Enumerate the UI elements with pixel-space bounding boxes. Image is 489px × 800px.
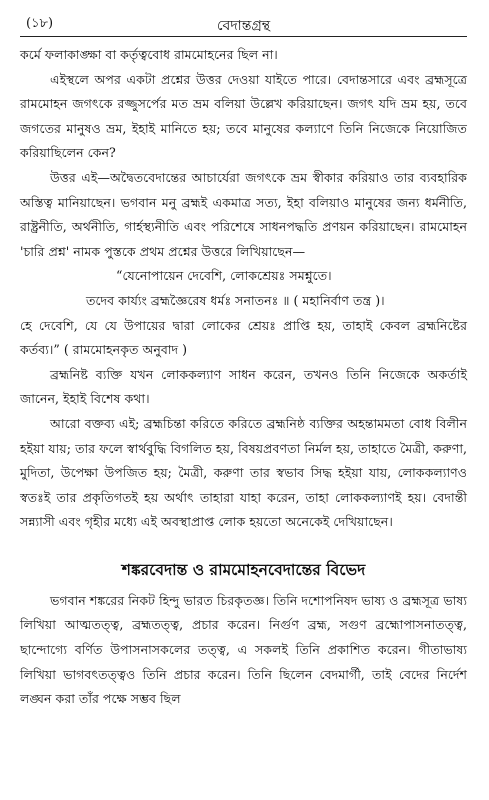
paragraph-answer: উত্তর এই—অদ্বৈতবেদান্তের আচার্যেরা জগৎকে ভ্রম স্বীকার করিয়াও তার ব্যবহারিক অস্তিত্ব মানিয়াছেন। ভগবান মনু ব্রহ্মই একমাত্র সত্য, ইহা বলিয়াও মানুষের জন্য ধর্মনীতি, রাষ্ট্রনীতি, অর্থনীতি, গার্হস্থ্যনীতি এবং পরিশেষে সাধনপদ্ধতি প্রণয়ন করিয়াছেন। রামমোহন 'চারি প্রশ্ন' নামক পুস্তকে প্রথম প্রশ্নের উত্তরে লিখিয়াছেন—: [20, 169, 467, 259]
verse-line-2: তদেব কার্য্যং ব্রহ্মজ্ঞৈরেষ ধর্মঃ সনাতনঃ ॥ ( মহানির্বাণ তন্ত্র )।: [86, 292, 385, 308]
page-header: [20, 12, 467, 37]
verse-line-1: “যেনোপায়েন দেবেশি, লোকশ্রেয়ঃ সমশ্নুতে।: [116, 268, 332, 284]
section-heading: শঙ্করবেদান্ত ও রামমোহনবেদান্তের বিভেদ: [121, 559, 366, 579]
paragraph-further: আরো বক্তব্য এই; ব্রহ্মচিন্তা করিতে করিতে ব্রহ্মনিষ্ঠ ব্যক্তির অহন্তামমতা বোধ বিলীন হইয়া যায়; তার ফলে স্বার্থবুদ্ধি বিগলিত হয়, বিষয়প্রবণতা নির্মল হয়, তাহাতে মৈত্রী, করুণা, মুদিতা, উপেক্ষা উপজিত হয়; মৈত্রী, করুণা তার স্বভাব সিদ্ধ হইয়া যায়, লোককল্যাণও স্বতঃই তার প্রকৃতিগতই হয় অর্থাৎ তাহারা যাহা করেন, তাহা লোককল্যাণই হয়। বেদান্তী সন্ন্যাসী এবং গৃহীর মধ্যে এই অবস্থাপ্রাপ্ত লোক হয়তো অনেকেই দেখিয়াছেন।: [20, 415, 467, 530]
paragraph-question: এইস্থলে অপর একটা প্রশ্নের উত্তর দেওয়া যাইতে পারে। বেদান্তসারে এবং ব্রহ্মসূত্রে রামমোহন জগৎকে রজ্জুসর্পের মত ভ্রম বলিয়া উল্লেখ করিয়াছেন। জগৎ যদি ভ্রম হয়, তবে জগতের মানুষও ভ্রম, ইহাই মানিতে হয়; তবে মানুষের কল্যাণে তিনি নিজেকে নিয়োজিত করিয়াছিলেন কেন?: [20, 71, 467, 161]
running-title: বেদান্তগ্রন্থ: [216, 18, 271, 34]
paragraph-shankara: ভগবান শঙ্করের নিকট হিন্দু ভারত চিরকৃতজ্ঞ। তিনি দশোপনিষদ ভাষ্য ও ব্রহ্মসূত্র ভাষ্য লিখিয়া আত্মতত্ত্ব, ব্রহ্মতত্ত্ব, প্রচার করেন। নির্গুণ ব্রহ্ম, সগুণ ব্রহ্মোপাসনাতত্ত্ব, ছান্দোগ্যে বর্ণিত উপাসনাসকলের তত্ত্ব, এ সকলই তিনি প্রকাশিত করেন। গীতাভাষ্য লিখিয়া ভাগবৎতত্ত্বও তিনি প্রচার করেন। তিনি ছিলেন বেদমার্গী, তাই বেদের নির্দেশ লঙ্ঘন করা তাঁর পক্ষে সম্ভব ছিল: [20, 592, 467, 707]
paragraph-translation: হে দেবেশি, যে যে উপায়ের দ্বারা লোকের শ্রেয়ঃ প্রাপ্তি হয়, তাহাই কেবল ব্রহ্মনিষ্টের কর্তব্য।” ( রামমোহনকৃত অনুবাদ ): [20, 317, 467, 358]
body-text: [20, 43, 467, 712]
paragraph-brahmanishtha: ব্রহ্মনিষ্ট ব্যক্তি যখন লোককল্যাণ সাধন করেন, তখনও তিনি নিজেকে অকর্তাই জানেন, ইহাই বিশেষ কথা।: [20, 366, 467, 407]
paragraph-karma: কর্মে ফলাকাঙ্ক্ষা বা কর্তৃত্ববোধ রামমোহনের ছিল না।: [20, 47, 278, 62]
page-number: (১৮): [26, 16, 54, 31]
